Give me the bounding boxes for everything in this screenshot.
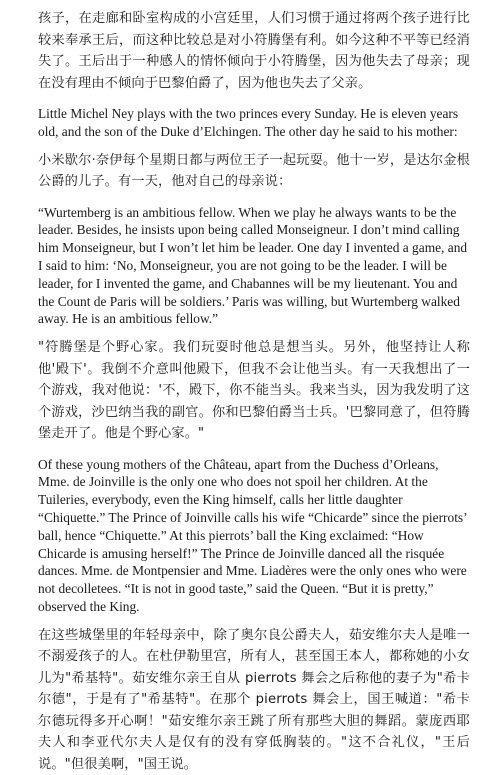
paragraph-en-2: “Wurtemberg is an ambitious fellow. When we play he always wants to be the leader. Besides, he insists upon being called Monseigneur. I don’t mind calling him Monseigneur, but I won’t let him be leader. One day I invented a game, and I said to him: ‘No, Monseigneur, you are not going to be the leader. I will be leader, for I invented the game, and Chabannes will be my lieutenant. You and the Count de Paris will be soldiers.’ Paris was willing, but Wurtemberg walked away. He is an ambitious fellow.” xyxy=(38,204,468,327)
paragraph-zh-3: "符腾堡是个野心家。我们玩耍时他总是想当头。另外，他坚持让人称他'殿下'。我倒不介意叫他殿下，但我不会让他当头。有一天我想出了一个游戏，我对他说：'不，殿下，你不能当头。我来当头，因为我发明了这个游戏，沙巴纳当我的副官。你和巴黎伯爵当士兵。'巴黎同意了，但符腾堡走开了。他是个野心家。" xyxy=(38,340,470,442)
paragraph-en-1: Little Michel Ney plays with the two princes every Sunday. He is eleven years old, and the son of the Duke d’Elchingen. The other day he said to his mother: xyxy=(38,106,459,139)
paragraph-zh-2: 小米歇尔·奈伊每个星期日都与两位王子一起玩耍。他十一岁，是达尔金根公爵的儿子。有一天，他对自己的母亲说： xyxy=(38,152,470,190)
paragraph-en-3: Of these young mothers of the Château, apart from the Duchess d’Orleans, Mme. de Joinville is the only one who does not spoil her children. At the Tuileries, everybody, even the King himself, calls her little daughter “Chiquette.” The Prince of Joinville calls his wife “Chicarde” since the pierrots’ ball, hence “Chiquette.” At this pierrots’ ball the King exclaimed: “How Chicarde is amusing herself!” The Prince de Joinville danced all the risquée dances. Mme. de Montpensier and Mme. Liadères were the only ones who were not decolletees. “It is not in good taste,” said the Queen. “But it is pretty,” observed the King. xyxy=(38,456,467,615)
paragraph-zh-4: 在这些城堡里的年轻母亲中，除了奥尔良公爵夫人，茹安维尔夫人是唯一不溺爱孩子的人。在杜伊勒里宫，所有人，甚至国王本人，都称她的小女儿为"希基特"。茹安维尔亲王自从 pierrots 舞会之后称他的妻子为"希卡尔德"，于是有了"希基特"。在那个 pierrots 舞会上，国王喊道："希卡尔德玩得多开心啊！"茹安维尔亲王跳了所有那些大胆的舞蹈。蒙庞西耶夫人和李亚代尔夫人是仅有的没有穿低胸装的。"这不合礼仪，"王后说。"但很美啊，"国王说。 xyxy=(38,627,470,772)
paragraph-zh-1: 孩子，在走廊和卧室构成的小宫廷里，人们习惯于通过将两个孩子进行比较来奉承王后，而这种比较总是对小符腾堡有利。如今这种不平等已经消失了。王后出于一种感人的情怀倾向于小符腾堡，因为他失去了母亲；现在没有理由不倾向于巴黎伯爵了，因为他也失去了父亲。 xyxy=(38,11,470,91)
